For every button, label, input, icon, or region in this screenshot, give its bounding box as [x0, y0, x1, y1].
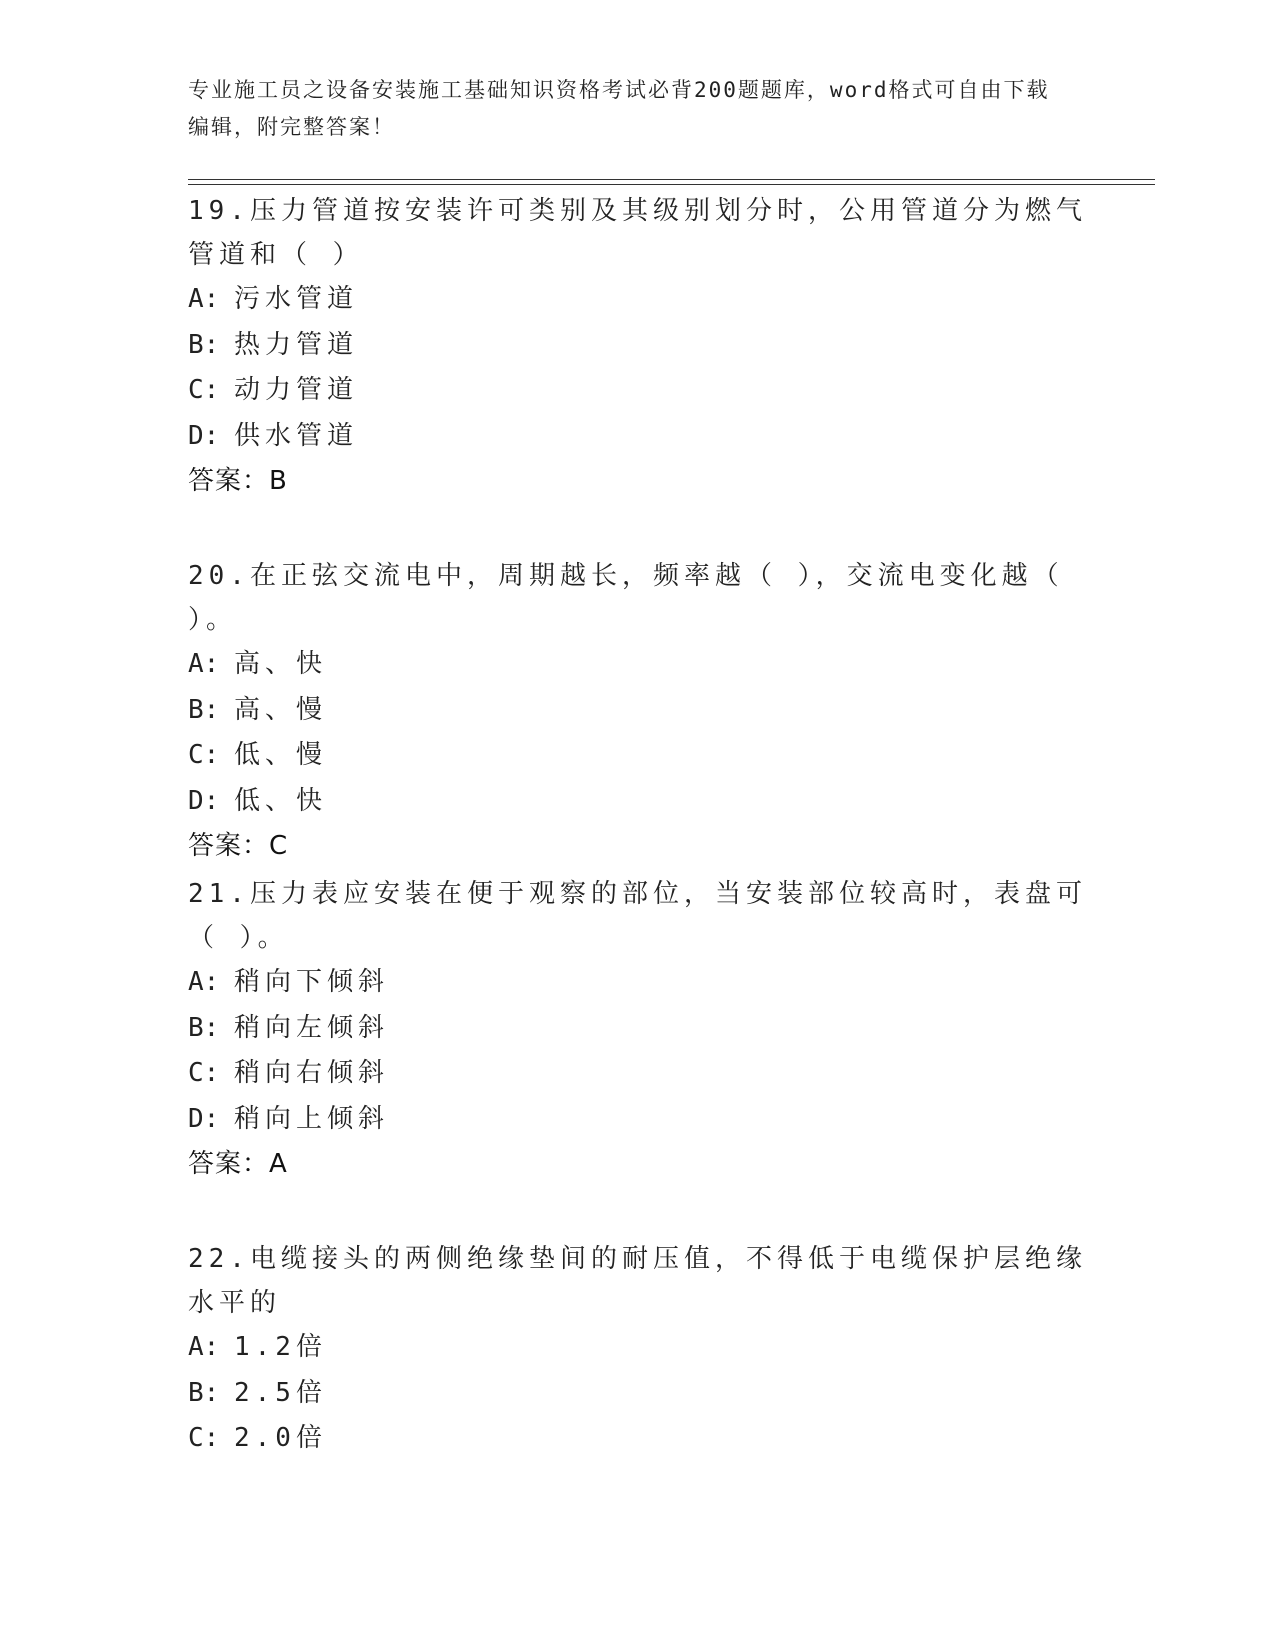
option-label: B:: [188, 1377, 220, 1408]
question-21: [188, 872, 1088, 1188]
option-b: [188, 323, 1088, 369]
option-label: A:: [188, 284, 220, 314]
option-label: D:: [188, 420, 220, 451]
option-label: C:: [188, 740, 220, 770]
option-label: D:: [188, 785, 220, 816]
question-text: [188, 189, 1088, 277]
question-stem: 电缆接头的两侧绝缘垫间的耐压值，不得低于电缆保护层绝缘水平的: [188, 1244, 1087, 1318]
option-a: [188, 642, 1088, 688]
document-header: 专业施工员之设备安装施工基础知识资格考试必背200题题库，word格式可自由下载编辑，附完整答案！: [188, 78, 1050, 139]
question-number: 22.: [188, 1244, 250, 1274]
option-b: [188, 1371, 1088, 1417]
option-label: C:: [188, 1058, 220, 1088]
question-text: [188, 872, 1088, 960]
option-text: 高、快: [234, 649, 328, 679]
option-label: B:: [188, 694, 220, 725]
question-19: [188, 189, 1088, 505]
question-text: [188, 1237, 1088, 1325]
option-text: 动力管道: [234, 375, 359, 405]
option-text: 低、慢: [234, 740, 328, 770]
question-stem: 在正弦交流电中，周期越长，频率越（ ），交流电变化越（ ）。: [188, 561, 1064, 635]
option-text: 供水管道: [234, 420, 359, 451]
option-text: 稍向左倾斜: [234, 1012, 390, 1043]
question-22: [188, 1237, 1088, 1462]
option-c: [188, 733, 1088, 779]
option-label: C:: [188, 375, 220, 405]
option-a: [188, 1325, 1088, 1371]
option-a: [188, 960, 1088, 1006]
option-c: [188, 368, 1088, 414]
option-text: 1.2倍: [234, 1332, 327, 1362]
option-text: 高、慢: [234, 694, 328, 725]
question-number: 19.: [188, 196, 250, 226]
option-c: [188, 1416, 1088, 1462]
option-text: 2.5倍: [234, 1377, 327, 1408]
option-label: D:: [188, 1103, 220, 1134]
option-d: [188, 779, 1088, 825]
option-label: A:: [188, 649, 220, 679]
option-c: [188, 1051, 1088, 1097]
answer-line: 答案：B: [188, 466, 288, 496]
answer-line: 答案：C: [188, 831, 289, 861]
option-text: 2.0倍: [234, 1423, 327, 1453]
option-text: 稍向右倾斜: [234, 1058, 390, 1088]
option-text: 稍向上倾斜: [234, 1103, 390, 1134]
option-label: A:: [188, 1332, 220, 1362]
option-text: 稍向下倾斜: [234, 967, 390, 997]
question-text: [188, 554, 1088, 642]
option-text: 低、快: [234, 785, 328, 816]
option-label: B:: [188, 329, 220, 360]
option-label: B:: [188, 1012, 220, 1043]
option-label: A:: [188, 967, 220, 997]
answer-line: 答案：A: [188, 1149, 288, 1179]
header-divider-bottom: [188, 184, 1155, 185]
question-20: [188, 554, 1088, 870]
option-a: [188, 277, 1088, 323]
option-d: [188, 1097, 1088, 1143]
option-b: [188, 688, 1088, 734]
question-number: 20.: [188, 561, 250, 591]
header-divider-top: [188, 179, 1155, 180]
question-stem: 压力表应安装在便于观察的部位，当安装部位较高时，表盘可（ ）。: [188, 879, 1087, 953]
question-stem: 压力管道按安装许可类别及其级别划分时，公用管道分为燃气管道和（ ）: [188, 196, 1087, 270]
option-text: 污水管道: [234, 284, 359, 314]
option-text: 热力管道: [234, 329, 359, 360]
option-d: [188, 414, 1088, 460]
question-number: 21.: [188, 879, 250, 909]
option-b: [188, 1006, 1088, 1052]
option-label: C:: [188, 1423, 220, 1453]
